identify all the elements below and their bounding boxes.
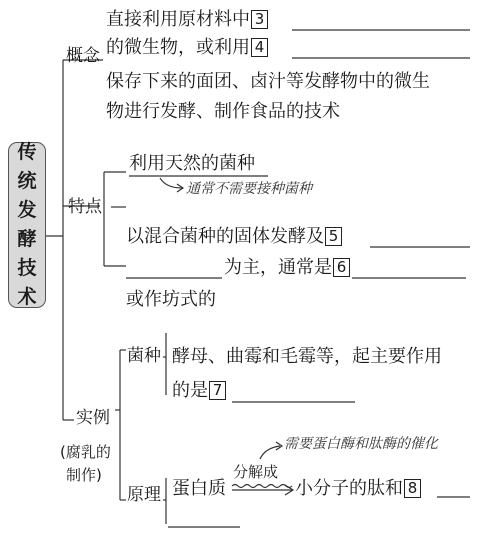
feature-item-2-text: 以混合菌种的固体发酵及 [126,226,324,247]
concept-line-3: 保存下来的面团、卤汁等发酵物中的微生 [106,71,430,92]
feature-item-3-text: 为主，通常是 [224,257,332,278]
feature-item-2 [126,226,342,248]
concept-line-2-text: 的微生物，或利用 [106,37,250,58]
example-sublabel-1: (腐乳的 [60,443,111,461]
root-char: 酵 [17,228,37,250]
blank-5-marker: 5 [325,227,342,246]
example-sublabel-2: 制作) [66,466,102,484]
root-node [8,142,46,308]
example-label: 实例 [76,408,110,428]
feature-item-3 [224,257,350,279]
concept-label: 概念 [66,46,100,66]
concept-line-1 [106,9,268,31]
strain-label: 菌种 [127,346,161,366]
principle-arrow-label: 分解成 [233,463,279,481]
principle-enzyme-note: 需要蛋白酶和肽酶的催化 [284,436,438,452]
root-char: 术 [17,286,37,308]
root-char: 技 [17,257,37,279]
root-char: 统 [17,170,37,192]
strain-text-2 [172,380,226,402]
concept-line-1-text: 直接利用原材料中 [106,9,250,30]
blank-6-marker: 6 [333,258,350,277]
strain-text-1: 酵母、曲霉和毛霉等，起主要作用 [172,346,442,367]
strain-text-2-text: 的是 [172,380,208,401]
concept-line-4: 物进行发酵、制作食品的技术 [106,101,340,122]
blank-4-marker: 4 [251,38,268,57]
principle-label: 原理 [127,485,161,505]
blank-3-marker: 3 [251,10,268,29]
feature-item-1: 利用天然的菌种 [129,153,255,174]
principle-product-text: 小分子的肽和 [295,478,403,499]
principle-protein: 蛋白质 [172,478,226,499]
features-label: 特点 [68,197,102,217]
blank-7-marker: 7 [209,381,226,400]
concept-line-2 [106,37,268,59]
blank-8-marker: 8 [404,479,421,498]
principle-product [295,478,421,500]
root-char: 发 [17,199,37,221]
feature-item-4: 或作坊式的 [126,289,216,310]
feature-note-1: 通常不需要接种菌种 [186,181,312,197]
root-char: 传 [17,141,37,163]
